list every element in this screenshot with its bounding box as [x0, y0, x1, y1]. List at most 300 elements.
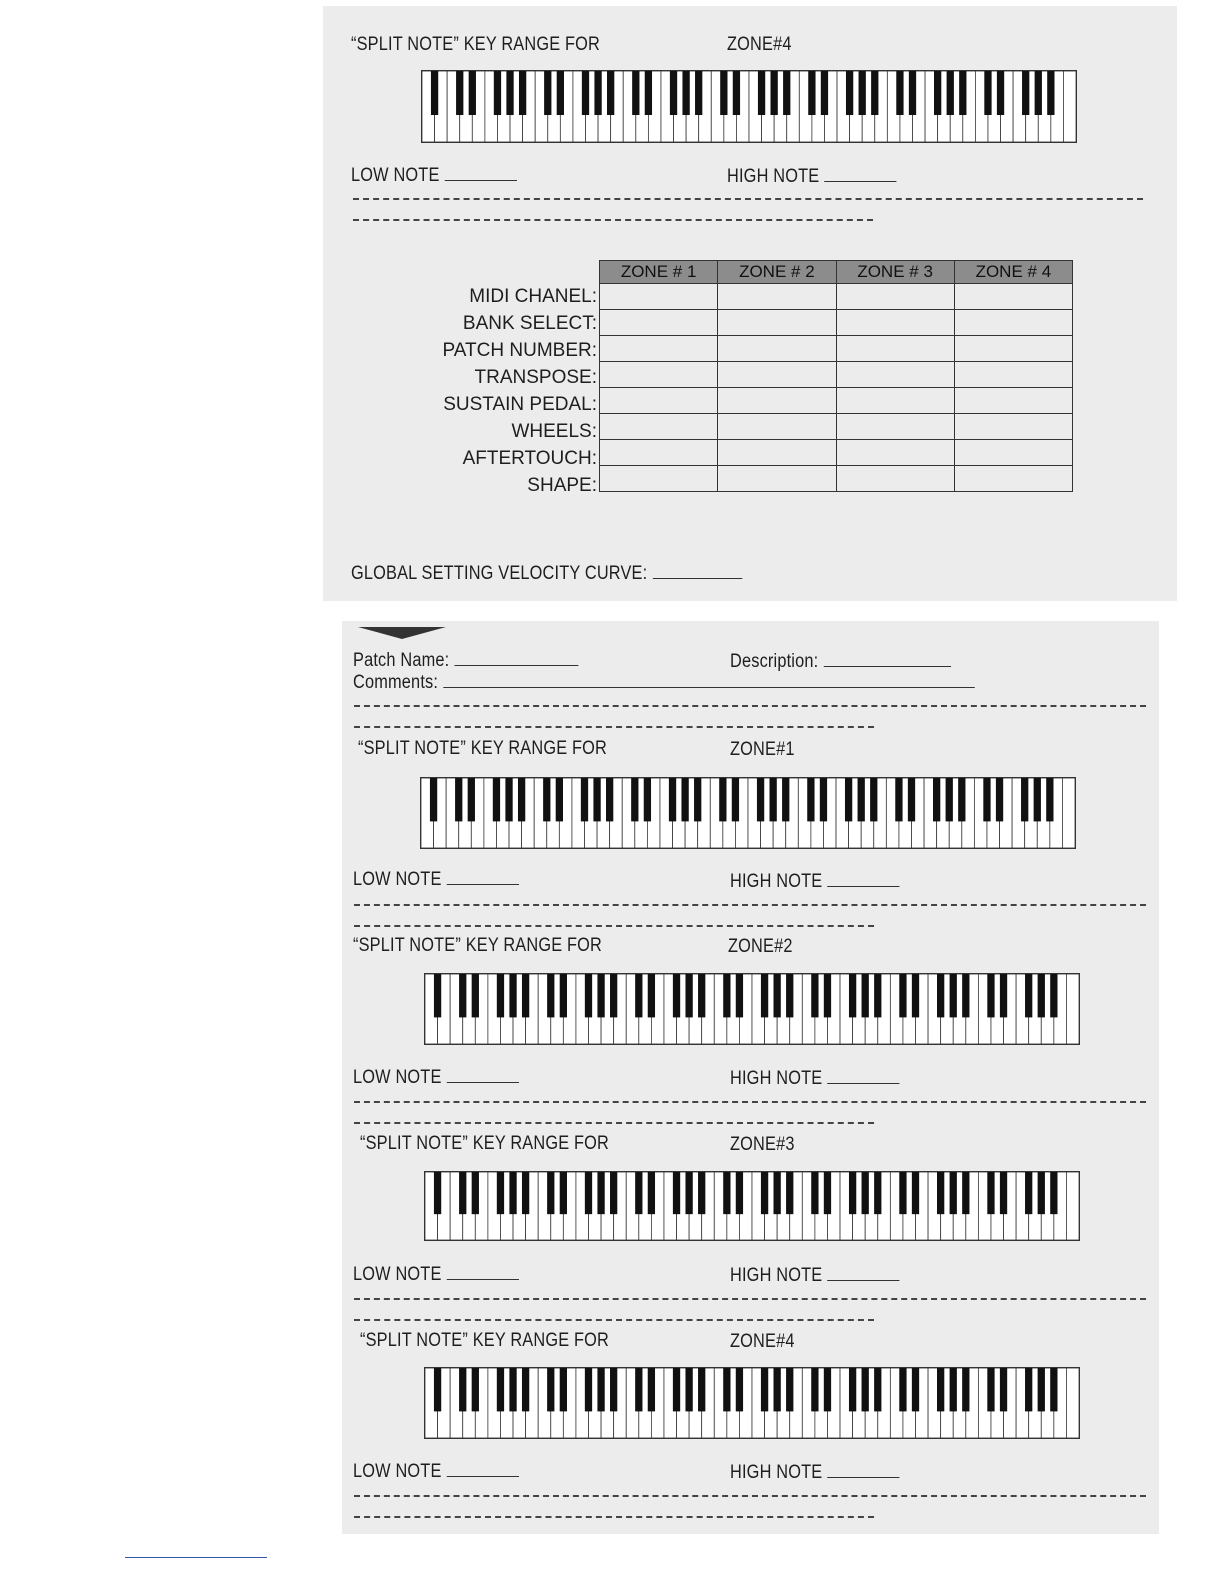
notes-line: [354, 1516, 874, 1518]
black-key: [459, 1368, 466, 1411]
row-label: PATCH NUMBER:: [442, 340, 597, 361]
black-key: [635, 1368, 642, 1411]
keyboard-diagram: [424, 1367, 1080, 1439]
table-cell[interactable]: [718, 414, 836, 440]
black-key: [635, 974, 642, 1017]
black-key: [771, 71, 778, 115]
black-key: [984, 71, 991, 115]
table-cell[interactable]: [836, 284, 954, 310]
black-key: [808, 71, 815, 115]
notes-line: [354, 1122, 874, 1124]
low-note-blank[interactable]: [447, 870, 519, 885]
black-key: [962, 974, 969, 1017]
table-cell[interactable]: [954, 414, 1072, 440]
black-key: [1022, 71, 1029, 115]
black-key: [560, 974, 567, 1017]
black-key: [723, 1368, 730, 1411]
black-key: [849, 1368, 856, 1411]
table-row: [600, 466, 1073, 492]
black-key: [493, 778, 500, 821]
zone-label: ZONE#4: [730, 1331, 795, 1352]
black-key: [723, 974, 730, 1017]
black-key: [597, 1368, 604, 1411]
black-key: [607, 71, 614, 115]
black-key: [761, 1172, 768, 1214]
black-key: [597, 974, 604, 1017]
black-key: [899, 1368, 906, 1411]
row-label: AFTERTOUCH:: [462, 448, 597, 469]
table-cell[interactable]: [600, 388, 718, 414]
black-key: [547, 974, 554, 1017]
black-key: [673, 1172, 680, 1214]
table-row: [600, 310, 1073, 336]
black-key: [1000, 1368, 1007, 1411]
black-key: [472, 974, 479, 1017]
notes-line: [354, 1495, 1146, 1497]
black-key: [459, 1172, 466, 1214]
black-key: [997, 71, 1004, 115]
black-key: [946, 778, 953, 821]
black-key: [673, 974, 680, 1017]
black-key: [937, 974, 944, 1017]
high-note-blank[interactable]: [827, 1463, 899, 1478]
black-key: [845, 778, 852, 821]
black-key: [912, 974, 919, 1017]
black-key: [912, 1368, 919, 1411]
notes-line: [354, 1101, 1146, 1103]
table-cell[interactable]: [600, 414, 718, 440]
black-key: [635, 1172, 642, 1214]
description-blank[interactable]: [823, 652, 950, 667]
table-cell[interactable]: [836, 336, 954, 362]
column-header: ZONE # 4: [954, 261, 1072, 284]
table-row: [600, 440, 1073, 466]
black-key: [962, 1368, 969, 1411]
black-key: [431, 71, 438, 115]
white-key: [1062, 778, 1075, 848]
black-key: [434, 1368, 441, 1411]
black-key: [631, 778, 638, 821]
high-note-blank[interactable]: [827, 1266, 899, 1281]
split-note-heading: “SPLIT NOTE” KEY RANGE FOR: [351, 34, 601, 55]
black-key: [519, 71, 526, 115]
black-key: [937, 1172, 944, 1214]
table-cell[interactable]: [718, 388, 836, 414]
column-header: ZONE # 3: [836, 261, 954, 284]
notes-line: [354, 925, 874, 927]
black-key: [509, 974, 516, 1017]
high-note-label: HIGH NOTE: [730, 871, 823, 892]
black-key: [698, 1368, 705, 1411]
black-key: [610, 1172, 617, 1214]
table-cell[interactable]: [836, 362, 954, 388]
bottom-worksheet: [342, 621, 1159, 1534]
black-key: [434, 1172, 441, 1214]
table-cell[interactable]: [954, 336, 1072, 362]
row-label: WHEELS:: [511, 421, 597, 442]
black-key: [509, 1368, 516, 1411]
black-key: [736, 1368, 743, 1411]
notes-line: [354, 1319, 874, 1321]
table-cell[interactable]: [718, 466, 836, 492]
table-cell[interactable]: [718, 362, 836, 388]
black-key: [597, 1172, 604, 1214]
black-key: [1038, 1368, 1045, 1411]
white-key: [1066, 1368, 1079, 1438]
table-cell[interactable]: [836, 388, 954, 414]
black-key: [874, 1368, 881, 1411]
patch-name-blank[interactable]: [455, 651, 579, 666]
black-key: [648, 974, 655, 1017]
black-key: [821, 71, 828, 115]
black-key: [862, 974, 869, 1017]
black-key: [606, 778, 613, 821]
black-key: [846, 71, 853, 115]
table-cell[interactable]: [600, 440, 718, 466]
black-key: [950, 1368, 957, 1411]
black-key: [1034, 778, 1041, 821]
table-row: [600, 336, 1073, 362]
zone-settings-table: [599, 260, 1073, 492]
black-key: [1038, 974, 1045, 1017]
black-key: [824, 1368, 831, 1411]
low-note-label: LOW NOTE: [353, 1067, 442, 1088]
table-cell[interactable]: [954, 388, 1072, 414]
keyboard-diagram: [421, 70, 1077, 143]
high-note-label: HIGH NOTE: [730, 1068, 823, 1089]
black-key: [645, 71, 652, 115]
black-key: [824, 974, 831, 1017]
black-key: [497, 974, 504, 1017]
split-note-heading: “SPLIT NOTE” KEY RANGE FOR: [353, 935, 603, 956]
black-key: [682, 71, 689, 115]
black-key: [824, 1172, 831, 1214]
black-key: [786, 1172, 793, 1214]
black-key: [1025, 974, 1032, 1017]
high-note-blank[interactable]: [827, 872, 899, 887]
high-note-blank[interactable]: [824, 167, 896, 182]
split-note-heading: “SPLIT NOTE” KEY RANGE FOR: [360, 1330, 610, 1351]
black-key: [761, 1368, 768, 1411]
black-key: [698, 1172, 705, 1214]
black-key: [862, 1368, 869, 1411]
table-cell[interactable]: [954, 466, 1072, 492]
black-key: [962, 1172, 969, 1214]
patch-name-field: [353, 650, 578, 672]
black-key: [862, 1172, 869, 1214]
black-key: [983, 778, 990, 821]
zone-label: ZONE#3: [730, 1134, 795, 1155]
black-key: [987, 1368, 994, 1411]
split-note-heading: “SPLIT NOTE” KEY RANGE FOR: [358, 738, 608, 759]
row-label: SUSTAIN PEDAL:: [443, 394, 597, 415]
high-note-blank[interactable]: [827, 1069, 899, 1084]
black-key: [556, 778, 563, 821]
black-key: [858, 778, 865, 821]
low-note-field: [353, 1264, 519, 1286]
table-row: [600, 362, 1073, 388]
high-note-label: HIGH NOTE: [730, 1265, 823, 1286]
black-key: [456, 71, 463, 115]
black-key: [774, 1172, 781, 1214]
notes-line: [353, 219, 873, 221]
black-key: [959, 71, 966, 115]
black-key: [859, 71, 866, 115]
black-key: [811, 974, 818, 1017]
black-key: [610, 974, 617, 1017]
global-setting-field: [351, 563, 742, 585]
black-key: [786, 1368, 793, 1411]
keyboard-diagram: [424, 1171, 1080, 1241]
black-key: [644, 778, 651, 821]
black-key: [522, 1368, 529, 1411]
black-key: [1000, 974, 1007, 1017]
black-key: [593, 778, 600, 821]
black-key: [757, 778, 764, 821]
black-key: [506, 71, 513, 115]
black-key: [758, 71, 765, 115]
table-cell[interactable]: [718, 336, 836, 362]
black-key: [909, 71, 916, 115]
keyboard-diagram: [424, 973, 1080, 1045]
table-cell[interactable]: [718, 310, 836, 336]
arrow-marker-icon: [358, 627, 446, 639]
black-key: [933, 778, 940, 821]
black-key: [1035, 71, 1042, 115]
low-note-label: LOW NOTE: [351, 165, 440, 186]
table-cell[interactable]: [600, 362, 718, 388]
black-key: [723, 1172, 730, 1214]
table-cell[interactable]: [836, 310, 954, 336]
black-key: [1047, 71, 1054, 115]
patch-name-label: Patch Name:: [353, 650, 450, 671]
black-key: [732, 778, 739, 821]
table-cell[interactable]: [954, 310, 1072, 336]
black-key: [774, 974, 781, 1017]
top-worksheet: [323, 6, 1177, 601]
black-key: [585, 1368, 592, 1411]
black-key: [582, 71, 589, 115]
black-key: [497, 1368, 504, 1411]
black-key: [1025, 1172, 1032, 1214]
notes-line: [354, 1298, 1146, 1300]
black-key: [685, 1368, 692, 1411]
low-note-blank[interactable]: [447, 1068, 519, 1083]
black-key: [648, 1368, 655, 1411]
black-key: [733, 71, 740, 115]
black-key: [695, 71, 702, 115]
low-note-blank[interactable]: [445, 166, 517, 181]
black-key: [1021, 778, 1028, 821]
parameter-labels: [433, 283, 597, 499]
high-note-label: HIGH NOTE: [727, 166, 820, 187]
footer-rule: [125, 1557, 267, 1558]
black-key: [472, 1172, 479, 1214]
black-key: [594, 71, 601, 115]
keyboard-diagram: [420, 777, 1076, 849]
black-key: [811, 1172, 818, 1214]
black-key: [874, 1172, 881, 1214]
black-key: [547, 1368, 554, 1411]
black-key: [761, 974, 768, 1017]
black-key: [896, 71, 903, 115]
row-label: SHAPE:: [527, 475, 597, 496]
black-key: [543, 778, 550, 821]
notes-line: [354, 904, 1146, 906]
black-key: [736, 1172, 743, 1214]
black-key: [468, 778, 475, 821]
black-key: [585, 1172, 592, 1214]
low-note-label: LOW NOTE: [353, 869, 442, 890]
zone-label: ZONE#1: [730, 739, 795, 760]
table-cell[interactable]: [836, 466, 954, 492]
comments-label: Comments:: [353, 672, 439, 693]
black-key: [899, 1172, 906, 1214]
black-key: [469, 71, 476, 115]
black-key: [505, 778, 512, 821]
row-label: BANK SELECT:: [462, 313, 597, 334]
table-cell[interactable]: [600, 466, 718, 492]
high-note-label: HIGH NOTE: [730, 1462, 823, 1483]
black-key: [681, 778, 688, 821]
black-key: [1000, 1172, 1007, 1214]
black-key: [782, 778, 789, 821]
black-key: [1038, 1172, 1045, 1214]
white-key: [1066, 1172, 1079, 1240]
table-cell[interactable]: [836, 414, 954, 440]
black-key: [673, 1368, 680, 1411]
black-key: [895, 778, 902, 821]
black-key: [736, 974, 743, 1017]
black-key: [434, 974, 441, 1017]
table-cell[interactable]: [718, 284, 836, 310]
table-row: [600, 388, 1073, 414]
black-key: [547, 1172, 554, 1214]
column-header: ZONE # 2: [718, 261, 836, 284]
low-note-blank[interactable]: [447, 1265, 519, 1280]
black-key: [472, 1368, 479, 1411]
table-cell[interactable]: [718, 440, 836, 466]
low-note-field: [353, 1461, 519, 1483]
black-key: [1050, 974, 1057, 1017]
black-key: [494, 71, 501, 115]
black-key: [950, 974, 957, 1017]
black-key: [1050, 1172, 1057, 1214]
black-key: [685, 1172, 692, 1214]
column-header: ZONE # 1: [600, 261, 718, 284]
table-cell[interactable]: [954, 284, 1072, 310]
black-key: [870, 778, 877, 821]
black-key: [1050, 1368, 1057, 1411]
black-key: [783, 71, 790, 115]
black-key: [557, 71, 564, 115]
table-cell[interactable]: [954, 440, 1072, 466]
black-key: [648, 1172, 655, 1214]
black-key: [698, 974, 705, 1017]
black-key: [719, 778, 726, 821]
black-key: [807, 778, 814, 821]
high-note-field: [730, 1068, 900, 1090]
black-key: [669, 778, 676, 821]
comments-blank[interactable]: [443, 673, 974, 688]
table-cell[interactable]: [600, 310, 718, 336]
white-key: [1066, 974, 1079, 1044]
black-key: [871, 71, 878, 115]
black-key: [430, 778, 437, 821]
low-note-label: LOW NOTE: [353, 1264, 442, 1285]
black-key: [899, 974, 906, 1017]
black-key: [1046, 778, 1053, 821]
black-key: [912, 1172, 919, 1214]
black-key: [497, 1172, 504, 1214]
black-key: [786, 974, 793, 1017]
row-label: MIDI CHANEL:: [469, 286, 597, 307]
zone-label: ZONE#4: [727, 34, 792, 55]
black-key: [560, 1172, 567, 1214]
black-key: [518, 778, 525, 821]
table-cell[interactable]: [600, 284, 718, 310]
high-note-field: [727, 166, 897, 188]
black-key: [610, 1368, 617, 1411]
black-key: [947, 71, 954, 115]
black-key: [874, 974, 881, 1017]
table-cell[interactable]: [836, 440, 954, 466]
table-row: [600, 284, 1073, 310]
black-key: [632, 71, 639, 115]
description-field: [730, 651, 951, 673]
black-key: [937, 1368, 944, 1411]
table-cell[interactable]: [600, 336, 718, 362]
black-key: [459, 974, 466, 1017]
high-note-field: [730, 1462, 900, 1484]
global-setting-label: GLOBAL SETTING VELOCITY CURVE:: [351, 563, 648, 584]
black-key: [849, 1172, 856, 1214]
velocity-curve-blank[interactable]: [652, 564, 741, 579]
low-note-blank[interactable]: [447, 1462, 519, 1477]
black-key: [811, 1368, 818, 1411]
black-key: [820, 778, 827, 821]
black-key: [522, 1172, 529, 1214]
black-key: [585, 974, 592, 1017]
row-label: TRANSPOSE:: [474, 367, 597, 388]
split-note-heading: “SPLIT NOTE” KEY RANGE FOR: [360, 1133, 610, 1154]
black-key: [455, 778, 462, 821]
black-key: [950, 1172, 957, 1214]
black-key: [560, 1368, 567, 1411]
black-key: [996, 778, 1003, 821]
black-key: [934, 71, 941, 115]
notes-line: [353, 198, 1143, 200]
table-cell[interactable]: [954, 362, 1072, 388]
black-key: [958, 778, 965, 821]
black-key: [987, 974, 994, 1017]
comments-field: [353, 672, 975, 694]
comments-line: [354, 705, 1146, 707]
low-note-label: LOW NOTE: [353, 1461, 442, 1482]
low-note-field: [351, 165, 517, 187]
high-note-field: [730, 1265, 900, 1287]
black-key: [685, 974, 692, 1017]
black-key: [770, 778, 777, 821]
black-key: [849, 974, 856, 1017]
black-key: [987, 1172, 994, 1214]
black-key: [720, 71, 727, 115]
comments-line: [354, 726, 874, 728]
low-note-field: [353, 869, 519, 891]
description-label: Description:: [730, 651, 819, 672]
table-row: [600, 414, 1073, 440]
black-key: [522, 974, 529, 1017]
